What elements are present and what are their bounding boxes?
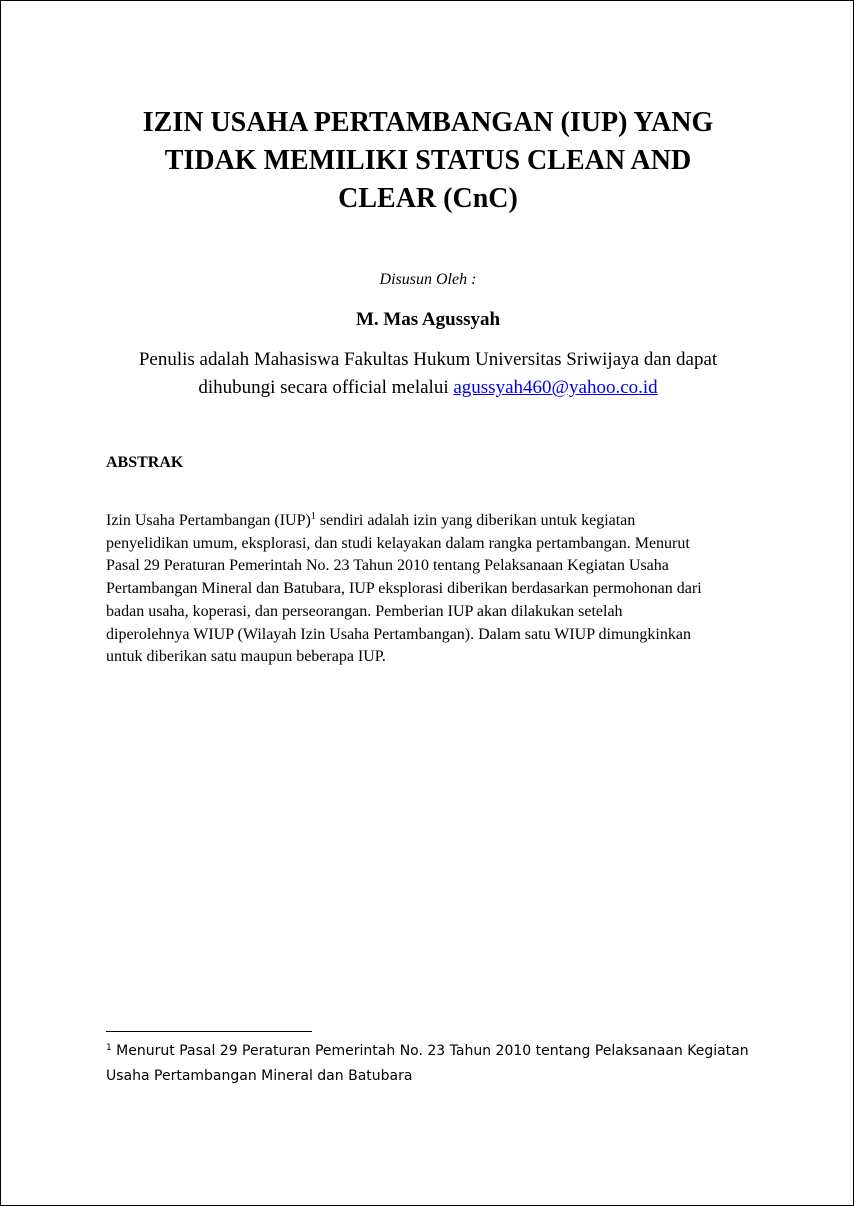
affiliation-line xyxy=(1,374,854,402)
footnote-reference[interactable]: 1 xyxy=(310,511,316,522)
title-line: IZIN USAHA PERTAMBANGAN (IUP) YANG xyxy=(142,107,714,138)
footnote-separator xyxy=(106,1031,312,1032)
footnote-marker: 1 xyxy=(106,1043,112,1053)
footnote xyxy=(106,1039,806,1089)
abstract-text: Izin Usaha Pertambangan (IUP) xyxy=(106,512,311,529)
abstract-line xyxy=(106,510,766,533)
byline: Disusun Oleh : xyxy=(379,271,477,288)
footnote-text: Menurut Pasal 29 Peraturan Pemerintah No. 23 Tahun 2010 tentang Pelaksanaan Kegiatan xyxy=(111,1043,749,1059)
abstract-line: diperolehnya WIUP (Wilayah Izin Usaha Pertambangan). Dalam satu WIUP dimungkinkan xyxy=(106,625,691,643)
abstract-heading: ABSTRAK xyxy=(106,454,184,471)
abstract-body xyxy=(106,510,766,669)
abstract-line: Pasal 29 Peraturan Pemerintah No. 23 Tahun 2010 tentang Pelaksanaan Kegiatan Usaha xyxy=(106,557,669,575)
footnote-line: Usaha Pertambangan Mineral dan Batubara xyxy=(106,1068,413,1084)
document-title xyxy=(1,104,854,218)
email-link[interactable]: agussyah460@yahoo.co.id xyxy=(453,377,658,398)
affiliation-line: Penulis adalah Mahasiswa Fakultas Hukum Universitas Sriwijaya dan dapat xyxy=(138,349,718,370)
author-name: M. Mas Agussyah xyxy=(355,309,501,330)
abstract-line: penyelidikan umum, eksplorasi, dan studi kelayakan dalam rangka pertambangan. Menurut xyxy=(106,534,690,552)
abstract-line: untuk diberikan satu maupun beberapa IUP. xyxy=(106,648,386,666)
abstract-line: badan usaha, koperasi, dan perseorangan. Pemberian IUP akan dilakukan setelah xyxy=(106,602,623,620)
author-affiliation xyxy=(1,346,854,402)
title-line: CLEAR (CnC) xyxy=(338,183,518,214)
affiliation-contact-text: dihubungi secara official melalui xyxy=(198,377,454,398)
footnote-line xyxy=(106,1039,806,1064)
title-line: TIDAK MEMILIKI STATUS CLEAN AND xyxy=(164,145,692,176)
abstract-text: sendiri adalah izin yang diberikan untuk kegiatan xyxy=(315,512,636,529)
abstract-line: Pertambangan Mineral dan Batubara, IUP eksplorasi diberikan berdasarkan permohonan dari xyxy=(106,580,702,598)
